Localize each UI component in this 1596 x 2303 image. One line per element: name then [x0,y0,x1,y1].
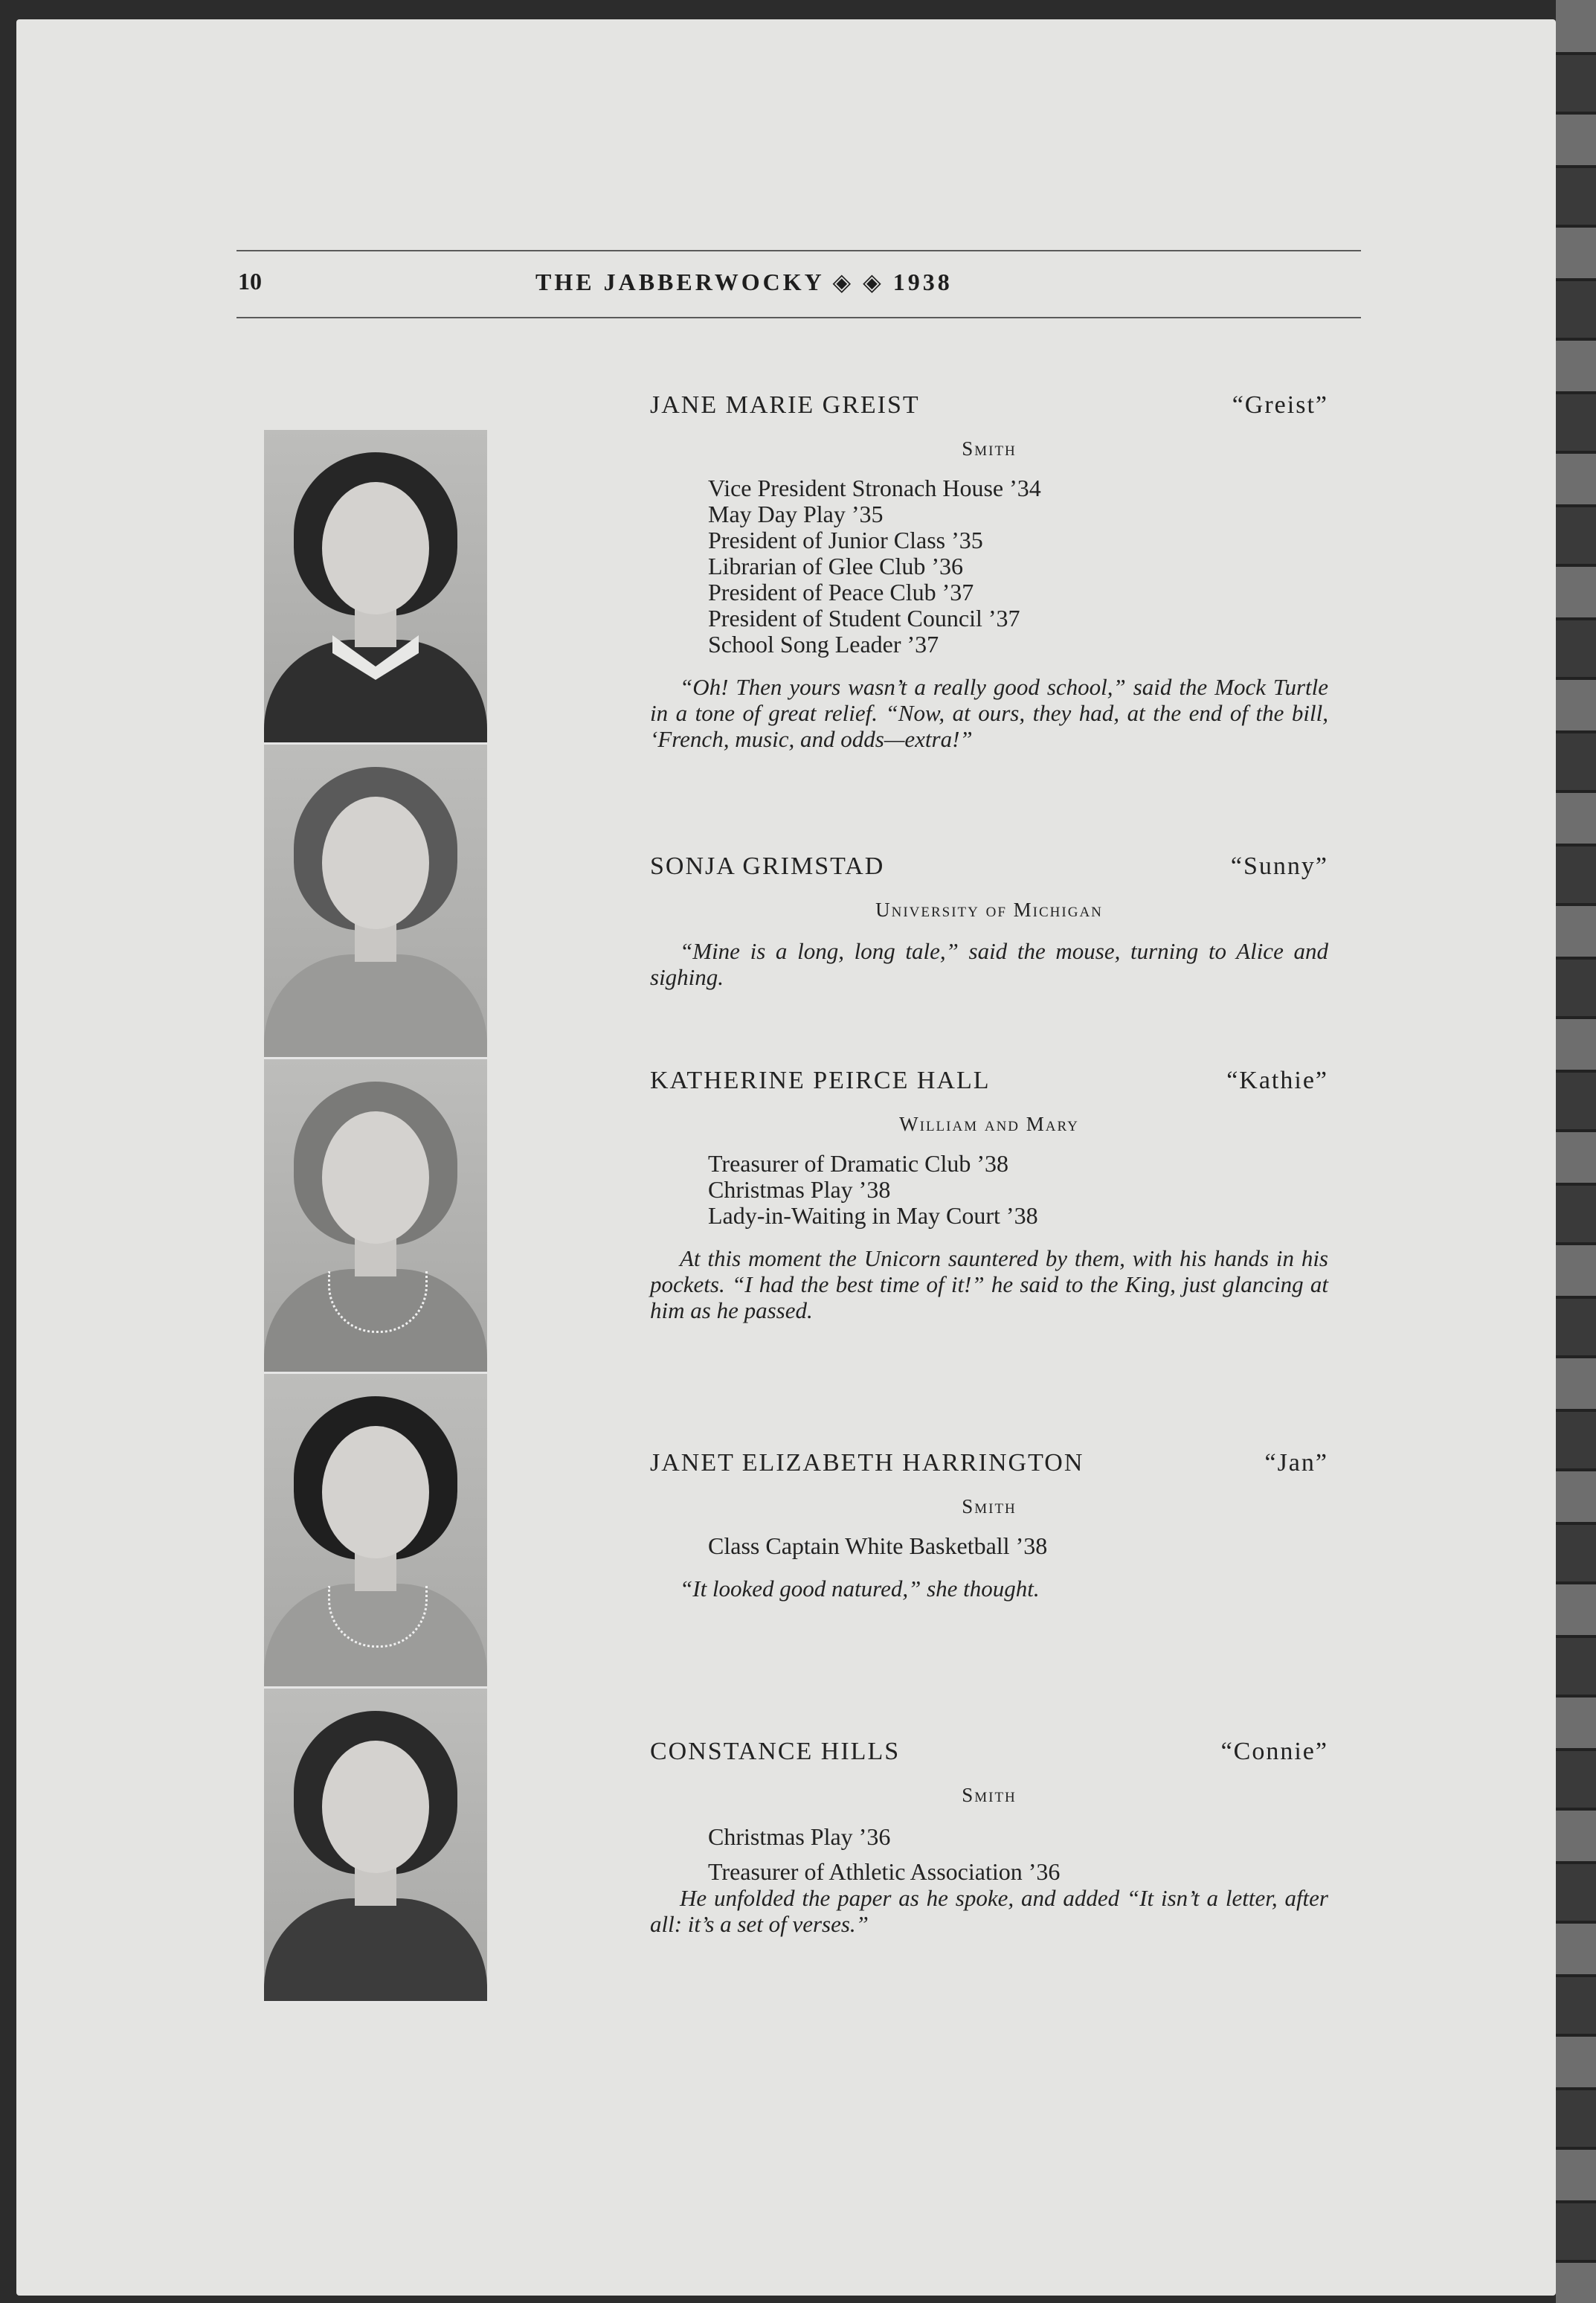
college-name: Smith [962,437,1017,460]
binding-coil [1556,730,1596,793]
binding-coil [1556,844,1596,906]
binding-coil [1556,1635,1596,1697]
student-name: CONSTANCE HILLS [650,1738,901,1765]
binding-coil [1556,1861,1596,1924]
binding-coil [1556,165,1596,228]
portrait-hills [264,1689,487,2003]
college-name: Smith [962,1784,1017,1806]
binding-coil [1556,1183,1596,1245]
header-rule-top [236,250,1361,251]
activity-item: May Day Play ’35 [708,501,884,527]
student-name: JANE MARIE GREIST [650,391,920,419]
page-number: 10 [238,268,262,295]
senior-entry [650,1067,1328,1323]
binding-coil [1556,1409,1596,1471]
portrait-harrington [264,1374,487,1689]
student-nickname: “Sunny” [1230,852,1328,880]
header-rule-bottom [236,317,1361,318]
college-name: William and Mary [899,1113,1079,1135]
binding-coil [1556,504,1596,567]
activity-item: Treasurer of Athletic Association ’36 [708,1858,1061,1885]
activity-item: President of Junior Class ’35 [708,527,983,553]
college-name: University of Michigan [875,899,1103,921]
binding-coil [1556,1296,1596,1358]
activity-item: Christmas Play ’38 [708,1176,891,1203]
alice-quote: “Oh! Then yours wasn’t a really good school,” said the Mock Turtle in a tone of great relief. “Now, at ours, they had, at the end of the bill, ‘French, music, and odds—extra!” [650,674,1328,752]
activities-list [708,475,1328,658]
activity-item: Class Captain White Basketball ’38 [708,1532,1048,1559]
running-head: THE JABBERWOCKY ◈ ◈ 1938 [535,269,953,295]
alice-quote: At this moment the Unicorn sauntered by them, with his hands in his pockets. “I had the best time of it!” he said to the King, just glancing at him as he passed. [650,1245,1328,1323]
portrait-greist [264,430,487,745]
senior-entry [650,1449,1328,1602]
senior-entry [650,391,1328,752]
portrait-column [264,430,487,2003]
activity-item: Treasurer of Dramatic Club ’38 [708,1150,1009,1177]
college-name: Smith [962,1495,1017,1517]
alice-quote: “Mine is a long, long tale,” said the mouse, turning to Alice and sighing. [650,938,1328,990]
student-name: SONJA GRIMSTAD [650,852,885,880]
student-name: JANET ELIZABETH HARRINGTON [650,1449,1084,1477]
portrait-grimstad [264,745,487,1059]
activity-item: President of Peace Club ’37 [708,579,974,606]
senior-entry [650,1738,1328,1937]
student-nickname: “Connie” [1220,1738,1328,1765]
senior-entry [650,852,1328,990]
activity-item: Christmas Play ’36 [708,1823,891,1850]
binding-coil [1556,617,1596,680]
student-nickname: “Greist” [1232,391,1328,419]
binding-coil [1556,52,1596,115]
binding-coil [1556,1748,1596,1811]
activities-list [708,1814,1328,1885]
student-nickname: “Jan” [1264,1449,1328,1477]
portrait-hall [264,1059,487,1374]
binding-coil [1556,391,1596,454]
activity-item: Librarian of Glee Club ’36 [708,553,963,579]
activity-item: President of Student Council ’37 [708,605,1020,632]
activity-item: Vice President Stronach House ’34 [708,475,1041,501]
spiral-binding [1556,0,1596,2303]
student-name: KATHERINE PEIRCE HALL [650,1067,991,1094]
activity-item: School Song Leader ’37 [708,631,939,658]
activities-list [708,1533,1328,1559]
activities-list [708,1151,1328,1229]
binding-coil [1556,2200,1596,2263]
binding-coil [1556,2087,1596,2150]
alice-quote: “It looked good natured,” she thought. [680,1576,1040,1602]
binding-coil [1556,957,1596,1019]
activity-item: Lady-in-Waiting in May Court ’38 [708,1202,1038,1229]
binding-coil [1556,278,1596,341]
binding-coil [1556,1070,1596,1132]
binding-coil [1556,1522,1596,1584]
student-nickname: “Kathie” [1226,1067,1328,1094]
alice-quote: He unfolded the paper as he spoke, and added “It isn’t a letter, after all: it’s a set of verses.” [650,1885,1328,1937]
binding-coil [1556,1974,1596,2037]
